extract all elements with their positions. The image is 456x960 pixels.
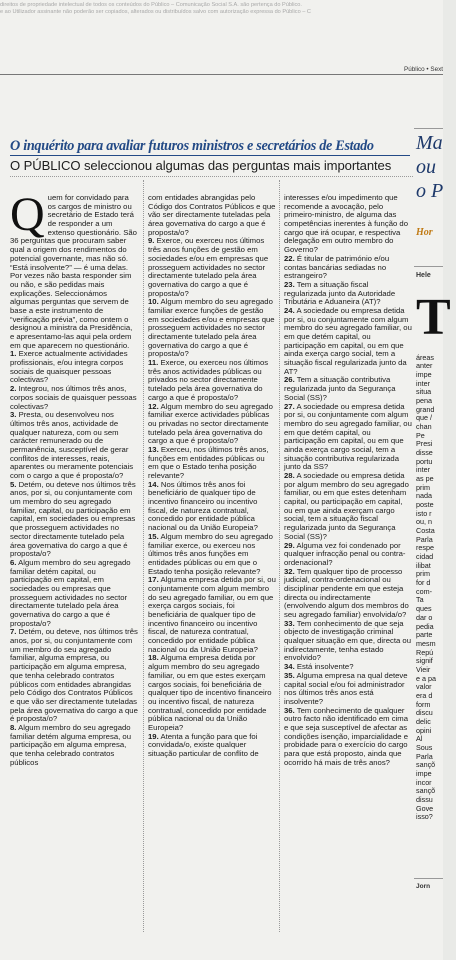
question-paragraph (10, 385, 138, 411)
question-text: Alguma empresa detida por algum membro do seu agregado familiar, ou em que estes exerçam cargos sociais, foi beneficiária de qualquer tipo de incentivo financeiro ou incentivo fiscal, de natureza contratual, concedido por entidade pública nacional ou da União Europeia? (148, 653, 272, 732)
question-text: Alguma empresa detida por si, ou conjuntamente com algum membro do seu agregado familiar, ou em que exerça cargos sociais, foi beneficiária de qualquer tipo de incentivo financeiro ou incentivo fiscal, de natureza contratual, concedido por entidade pública nacional ou da União Europeia? (148, 575, 276, 654)
article-headline (10, 138, 413, 155)
question-paragraph (10, 350, 138, 385)
fragment-text-line: respe (416, 543, 434, 553)
question-text: Exerce, ou exerceu nos últimos três anos funções de gestão em sociedades e/ou em empresas que prosseguem actividades no sector directamente tutelado pela área governativa do cargo a que é proposta/o? (148, 236, 269, 298)
question-text: interesses e/ou impedimento que recomende a avocação, pelo primeiro-ministro, de alguma das competências inerentes à função do cargo que irá ocupar, e respectiva delegação em outro membro do Governo? (284, 193, 409, 255)
fragment-text-line: opini (416, 725, 432, 735)
fragment-text-line: prim (416, 569, 430, 579)
fragment-text-line: Presi (416, 439, 433, 449)
question-text: Detém, ou deteve, nos últimos três anos, por si, ou conjuntamente com um membro do seu agregado familiar, alguma empresa, ou participação em alguma empresa, que tenha celebrado contratos públicos com entidades abrangidas pelo Código dos Contratos Públicos e que vão ser directamente tuteladas pela área governativa do cargo a que é proposta/o? (10, 627, 138, 724)
fragment-byline: Hele (416, 272, 431, 279)
fragment-text-line: sançõ (416, 760, 436, 770)
fragment-text-line: Costa (416, 526, 435, 536)
fragment-text-line: Parla (416, 751, 433, 761)
question-text: uem for convidado para os cargos de ministro ou secretário de Estado terá de responder a um extenso questionário. São 36 perguntas que procuram saber qual a origem dos rendimentos do potencial governante, mas não só. “Está insolvente?” — é uma delas. Por vezes não basta responder sim ou não, e são pedidas mais explicações. Seleccionámos algumas perguntas que servem de base a este instrumento de “verificação prévia”, como ontem o designou a ministra da Presidência, e apresentamo-las aqui pela ordem em que aparecem no questionário. (10, 193, 137, 350)
question-paragraph (284, 620, 412, 663)
fragment-text-line: Parla (416, 534, 433, 544)
fragment-text-line: form (416, 699, 431, 709)
fragment-text-line: Al (416, 734, 423, 744)
question-number: 34. (284, 662, 295, 672)
fragment-text-line: disse (416, 448, 433, 458)
fragment-text-line: mesm (416, 638, 436, 648)
question-text: A sociedade ou empresa detida por si, ou conjuntamente com algum membro do seu agregado familiar, ou em que detém capital, ou participação em capital, ou em que ainda exerça cargo social, tem a situação fiscal regularizada junto da AT? (284, 305, 412, 376)
question-text: Detém, ou deteve nos últimos três anos, por si, ou conjuntamente com um membro do seu agregado familiar, capital, ou participação em capital, em sociedades ou empresas que prosseguem actividades no sector directamente tutelado pela área governativa do cargo a que é proposta/o? (10, 479, 136, 559)
question-text: Algum membro do seu agregado familiar exerce, ou exerceu nos últimos três anos funções em entidades públicas ou em que o Estado tenha posição relevante? (148, 531, 273, 576)
question-paragraph (148, 576, 276, 654)
masthead-rule (0, 74, 443, 75)
headline-underline (10, 155, 410, 156)
question-text: É titular de património e/ou contas bancárias sediadas no estrangeiro? (284, 253, 390, 281)
fragment-text-line: dar o (416, 612, 433, 622)
fragment-text-line: e a pa (416, 673, 436, 683)
question-number: 9. (148, 236, 155, 246)
fragment-text-line: parte (416, 630, 433, 640)
fragment-headline-line-2: ou (416, 156, 436, 178)
fragment-text-line: Sous (416, 742, 433, 752)
question-paragraph (284, 568, 412, 620)
question-number: 11. (148, 358, 159, 368)
question-number: 7. (10, 627, 17, 637)
fragment-text-line: prim (416, 482, 430, 492)
question-number: 19. (148, 731, 159, 741)
fragment-text-line: Vieir (416, 664, 431, 674)
question-text: A sociedade ou empresa detida por algum membro do seu agregado familiar, ou em que estes detenham capital, ou participação em capital, ou em que ainda exerçam cargo social, tem a situação fiscal regularizada junto da Segurança Social (SS)? (284, 471, 409, 541)
question-number: 26. (284, 375, 295, 385)
fragment-text-line: ilibat (416, 560, 431, 570)
question-paragraph (10, 481, 138, 559)
fragment-text-line: nada (416, 491, 432, 501)
question-paragraph (148, 359, 276, 402)
copyright-line-2: e ao Utilizador assinante não poderão ser copiados, alterados ou distribuídos salvo com autorização expressa do Público – C (0, 9, 311, 15)
question-number: 5. (10, 479, 17, 489)
question-paragraph (10, 628, 138, 724)
question-text: Tem a situação fiscal regularizada junto da Autoridade Tributária e Aduaneira (AT)? (284, 279, 396, 307)
question-paragraph (284, 281, 412, 307)
question-paragraph (148, 237, 276, 298)
question-text: Presta, ou desenvolveu nos últimos três anos, actividade de qualquer natureza, com ou sem carácter remunerado ou de permanência, susceptível de gerar conflitos de interesses, reais, aparentes ou meramente potenciais com o cargo a que é proposta/o? (10, 410, 134, 480)
article-column-3 (284, 194, 412, 767)
fragment-text-line: dissu (416, 794, 433, 804)
article (10, 138, 413, 932)
headline-text: O inquérito para avaliar futuros ministros e secretários de Estado (10, 138, 374, 154)
question-paragraph (10, 559, 138, 629)
fragment-text-line: ou, n (416, 517, 432, 527)
question-text: Nos últimos três anos foi beneficiário de qualquer tipo de incentivo financeiro ou incentivo fiscal, de natureza contratual, concedido por entidade pública nacional ou da União Europeia? (148, 479, 258, 533)
question-paragraph (10, 188, 138, 350)
question-text: A sociedade ou empresa detida por si, ou conjuntamente com algum membro do seu agregado familiar, ou em que detém capital, ou participação em capital, ou em que ainda exerça cargo social, tem a situação contributiva regularizada junto da SS? (284, 401, 412, 472)
column-divider-2 (279, 180, 280, 932)
drop-cap: Q (10, 188, 45, 241)
question-number: 33. (284, 618, 295, 628)
question-number: 15. (148, 531, 159, 541)
question-text: Tem conhecimento de que seja objecto de investigação criminal qualquer situação em que, directa ou indirectamente, tenha estado envolvido? (284, 618, 412, 663)
question-number: 27. (284, 401, 295, 411)
column-divider-1 (143, 180, 144, 932)
question-number: 3. (10, 410, 17, 420)
fragment-text-line: situa (416, 387, 432, 397)
question-number: 22. (284, 253, 295, 263)
question-number: 10. (148, 297, 159, 307)
article-column-1 (10, 188, 138, 767)
fragment-text-line: impe (416, 768, 432, 778)
fragment-text-line: Gove (416, 803, 434, 813)
question-paragraph (284, 194, 412, 255)
question-number: 6. (10, 557, 17, 567)
question-number: 18. (148, 653, 159, 663)
question-paragraph (148, 533, 276, 576)
fragment-text-line: cidad (416, 552, 434, 562)
question-paragraph (148, 403, 276, 446)
fragment-top-rule (414, 128, 443, 129)
question-paragraph (148, 481, 276, 533)
question-paragraph (10, 724, 138, 767)
fragment-text-line: pena (416, 396, 432, 406)
fragment-text-line: Ta (416, 595, 424, 605)
question-number: 28. (284, 471, 295, 480)
question-paragraph (284, 255, 412, 281)
masthead: Público • Sext (404, 66, 443, 73)
question-text: Algum membro do seu agregado familiar exerce funções de gestão em sociedades e/ou e empresas que prosseguem actividades no sector directamente tutelado pela área governativa do cargo a que é proposta/o? (148, 297, 275, 359)
fragment-text-line: anter (416, 361, 433, 371)
fragment-footer: Jorn (416, 883, 431, 890)
question-number: 1. (10, 349, 17, 359)
subhead-rule (10, 176, 413, 177)
article-subhead: O PÚBLICO seleccionou algumas das perguntas mais importantes (10, 158, 392, 173)
fragment-text-line: discu (416, 708, 433, 718)
fragment-text-line: inter (416, 378, 430, 388)
fragment-dropcap: T (416, 289, 451, 346)
fragment-text-line: valor (416, 682, 432, 692)
question-paragraph (148, 654, 276, 732)
fragment-footer-rule (414, 878, 443, 879)
question-text: Exerce actualmente actividades profissionais, e/ou integra corpos sociais de quaisquer pessoas colectivas? (10, 349, 128, 385)
fragment-text-line: Pe (416, 430, 425, 440)
question-text: Algum membro do seu agregado familiar detém alguma empresa, ou participação em alguma empresa, que tenha celebrado contratos públicos (10, 722, 131, 767)
copyright-notice (0, 2, 430, 16)
fragment-text-line: delic (416, 716, 431, 726)
copyright-line-1: direitos de propriedade intelectual de todos os conteúdos do Público – Comunicação Social S.A. são pertença do Público. (0, 2, 302, 8)
fragment-text-line: incor (416, 777, 432, 787)
fragment-text-line: isto r (416, 508, 432, 518)
question-number: 13. (148, 444, 159, 454)
adjacent-article-fragment (414, 0, 451, 960)
question-number: 12. (148, 401, 159, 411)
question-text: Algum membro do seu agregado familiar exerce actividades públicas ou privadas no sector directamente tutelado pela área governativa do cargo a que é proposta/o? (148, 401, 273, 446)
question-paragraph (284, 307, 412, 377)
question-text: Tem qualquer tipo de processo judicial, contra-ordenacional ou disciplinar pendente em que esteja directa ou indirectamente (envolvendo algum dos membros do seu agregado familiar) envolvida/o? (284, 566, 409, 619)
question-paragraph (284, 376, 412, 402)
question-text: com entidades abrangidas pelo Código dos Contratos Públicos e que vão ser directamente tuteladas pela área governativa do cargo a que é proposta/o? (148, 193, 276, 237)
fragment-text-line: as pe (416, 474, 434, 484)
question-number: 17. (148, 575, 159, 585)
fragment-text-line: inter (416, 465, 430, 475)
question-paragraph (148, 733, 276, 759)
question-paragraph (148, 194, 276, 237)
fragment-headline-line-3: o P (416, 180, 444, 202)
question-number: 36. (284, 705, 295, 715)
fragment-subhead: Hor (416, 227, 433, 238)
question-paragraph (148, 446, 276, 481)
question-text: Atenta a função para que foi convidada/o, existe qualquer situação particular de conflito de (148, 731, 259, 758)
question-text: Exerceu, nos últimos três anos, funções em entidades públicas ou em que o Estado tenha posição relevante? (148, 444, 269, 480)
fragment-text-line: portu (416, 456, 433, 466)
question-text: Tem conhecimento de qualquer outro facto não identificado em cima e que seja susceptível de afectar as condições isenção, imparcialidade e probidade para o exercício do cargo para que está proposto, ainda que ocorrido há mais de três anos? (284, 705, 409, 767)
fragment-text-line: chan (416, 422, 432, 432)
fragment-text-line: signif (416, 656, 433, 666)
fragment-text-line: impe (416, 370, 432, 380)
question-paragraph (284, 403, 412, 473)
article-column-2 (148, 194, 276, 759)
fragment-text-line: ques (416, 604, 432, 614)
fragment-text-lines (416, 345, 456, 822)
fragment-text-line: Repú (416, 647, 434, 657)
question-paragraph (284, 707, 412, 768)
question-text: Alguma vez foi condenado por qualquer infracção penal ou contra-ordenacional? (284, 540, 406, 567)
fragment-text-line: for d (416, 578, 431, 588)
fragment-text-line: grand (416, 404, 435, 414)
fragment-text-line: sançõ (416, 786, 436, 796)
fragment-text-line: que / (416, 413, 432, 423)
question-text: Exerce, ou exerceu nos últimos três anos actividades públicas ou privados no sector directamente tutelado pela área governativa do cargo a que é proposta/o? (148, 358, 269, 402)
fragment-text-line: com- (416, 586, 432, 596)
question-paragraph (284, 472, 412, 542)
question-number: 14. (148, 479, 159, 489)
question-paragraph (148, 298, 276, 359)
question-text: Integrou, nos últimos três anos, corpos sociais de quaisquer pessoas colectivas? (10, 384, 137, 411)
question-number: 32. (284, 566, 295, 576)
question-paragraph (284, 672, 412, 707)
fragment-text-line: era d (416, 690, 433, 700)
fragment-headline-line-1: Ma (416, 132, 443, 154)
question-number: 8. (10, 722, 17, 732)
fragment-text-line: isso? (416, 812, 433, 822)
question-number: 2. (10, 384, 17, 394)
question-text: Está insolvente? (294, 662, 354, 672)
question-paragraph (284, 542, 412, 568)
fragment-text-line: poste (416, 500, 434, 510)
question-text: Alguma empresa na qual deteve capital social e/ou foi administrador nos últimos três anos está insolvente? (284, 670, 408, 706)
question-paragraph (10, 411, 138, 481)
question-number: 35. (284, 670, 295, 680)
question-number: 23. (284, 279, 295, 289)
question-number: 29. (284, 540, 295, 550)
question-number: 24. (284, 305, 295, 315)
question-text: Algum membro do seu agregado familiar detém capital, ou participação em capital, em sociedades ou empresas que prosseguem actividades no sector directamente tutelado pela área governativa do cargo a que é proposta/o? (10, 557, 131, 628)
question-text: Tem a situação contributiva regularizada junto da Segurança Social (SS)? (284, 375, 396, 402)
fragment-text-line: áreas (416, 352, 434, 362)
fragment-text-line: pedia (416, 621, 434, 631)
fragment-byline-rule (414, 266, 443, 267)
